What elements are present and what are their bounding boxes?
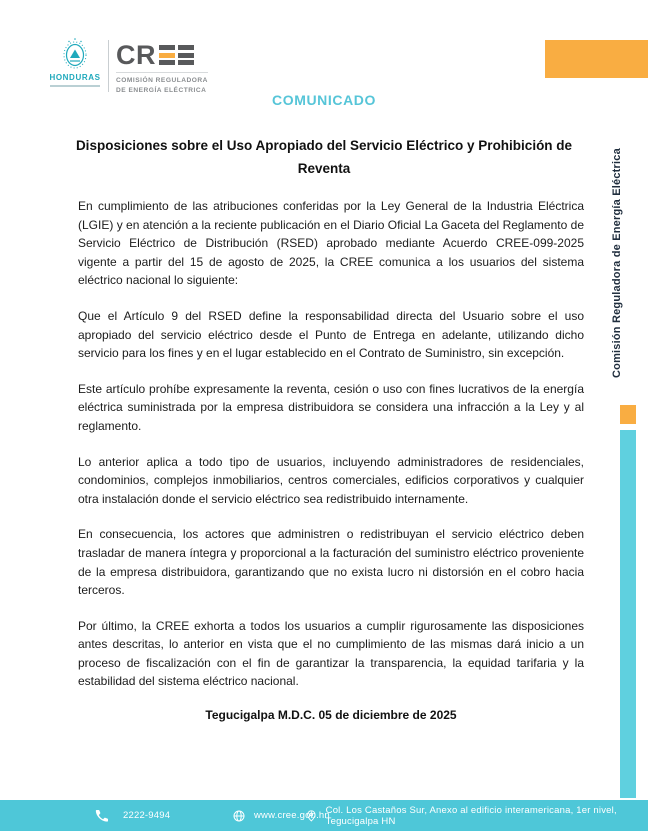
paragraph-2: Que el Artículo 9 del RSED define la responsabilidad directa del Usuario sobre el uso apropiado del servicio eléctrico desde el Punto de Entrega en adelante, utilizando dicho servicio para los fines y en el lugar establecido en el Contrato de Suministro, sin excepción. <box>78 308 584 361</box>
sidebar-vertical-label: Comisión Reguladora de Energía Eléctrica <box>611 148 623 378</box>
paragraph-3: Este artículo prohíbe expresamente la reventa, cesión o uso con fines lucrativos de la energía eléctrica suministrada por la empresa distribuidora se considera una infracción a la Ley y al reglamento. <box>78 381 584 433</box>
honduras-government-logo <box>46 36 104 87</box>
paragraph-5: En consecuencia, los actores que administren o redistribuyan el servicio eléctrico deben trasladar de manera íntegra y proporcional a la facturación del suministro eléctrico proveniente de la empresa distribuidora, garantizando que no exista lucro ni distorsión en el cobro hacia terceros. <box>78 527 584 598</box>
footer-phone <box>95 800 170 831</box>
paragraph-6: Por último, la CREE exhorta a todos los usuarios a cumplir rigurosamente las disposiciones antes descritas, lo anterior en vista que el no cumplimiento de las mismas dará inicio a un proceso de fiscalización con el fin de garantizar la transparencia, la equidad tarifaria y la estabilidad del sistema eléctrico nacional. <box>78 618 584 689</box>
footer-bar <box>0 800 648 831</box>
document-title: Disposiciones sobre el Uso Apropiado del Servicio Eléctrico y Prohibición de Reventa <box>75 138 573 176</box>
cree-subtitle-line2: DE ENERGÍA ELÉCTRICA <box>116 86 207 94</box>
paragraph-4: Lo anterior aplica a todo tipo de usuarios, incluyendo administradores de residenciales, condominios, complejos inmobiliarios, centros comerciales, edificios corporativos y cualquier otra instalación donde el servicio eléctrico sea redistribuido internamente. <box>78 454 584 506</box>
cree-acronym-prefix: CR <box>116 39 156 70</box>
footer-address <box>306 800 648 831</box>
location-pin-icon <box>306 809 317 823</box>
document-kicker: COMUNICADO <box>272 92 376 108</box>
document-body <box>78 197 584 708</box>
sidebar-orange-square <box>620 405 636 424</box>
cree-e-glyph <box>178 45 194 65</box>
sidebar-teal-bar <box>620 430 636 798</box>
cree-subtitle-line1: COMISIÓN REGULADORA <box>116 77 208 84</box>
phone-icon <box>95 809 108 822</box>
footer-website-url: www.cree.gob.hn <box>254 810 330 821</box>
dateline: Tegucigalpa M.D.C. 05 de diciembre de 2025 <box>205 708 457 722</box>
cree-wordmark <box>116 39 208 70</box>
honduras-tagline-line <box>50 85 100 87</box>
cree-e-glyph-accent <box>159 45 175 65</box>
honduras-emblem-icon <box>59 36 91 72</box>
footer-address-text: Col. Los Castaños Sur, Anexo al edificio interamericana, 1er nivel, Tegucigalpa HN <box>325 804 617 827</box>
header-orange-accent-bar <box>545 40 648 78</box>
honduras-label: HONDURAS <box>49 73 101 82</box>
globe-icon <box>233 810 245 822</box>
footer-phone-number: 2222-9494 <box>123 810 171 821</box>
cree-logo <box>116 39 208 95</box>
logo-divider <box>108 40 109 92</box>
paragraph-1: En cumplimiento de las atribuciones conferidas por la Ley General de la Industria Eléctrica (LGIE) y en atención a la reciente publicación en el Diario Oficial La Gaceta del Reglamento de Servicio Eléctrico de Distribución (RSED) aprobado mediante Acuerdo CREE-099-2025 vigente a partir del 15 de agosto de 2025, la CREE comunica a los usuarios del sistema eléctrico nacional lo siguiente: <box>78 199 584 288</box>
